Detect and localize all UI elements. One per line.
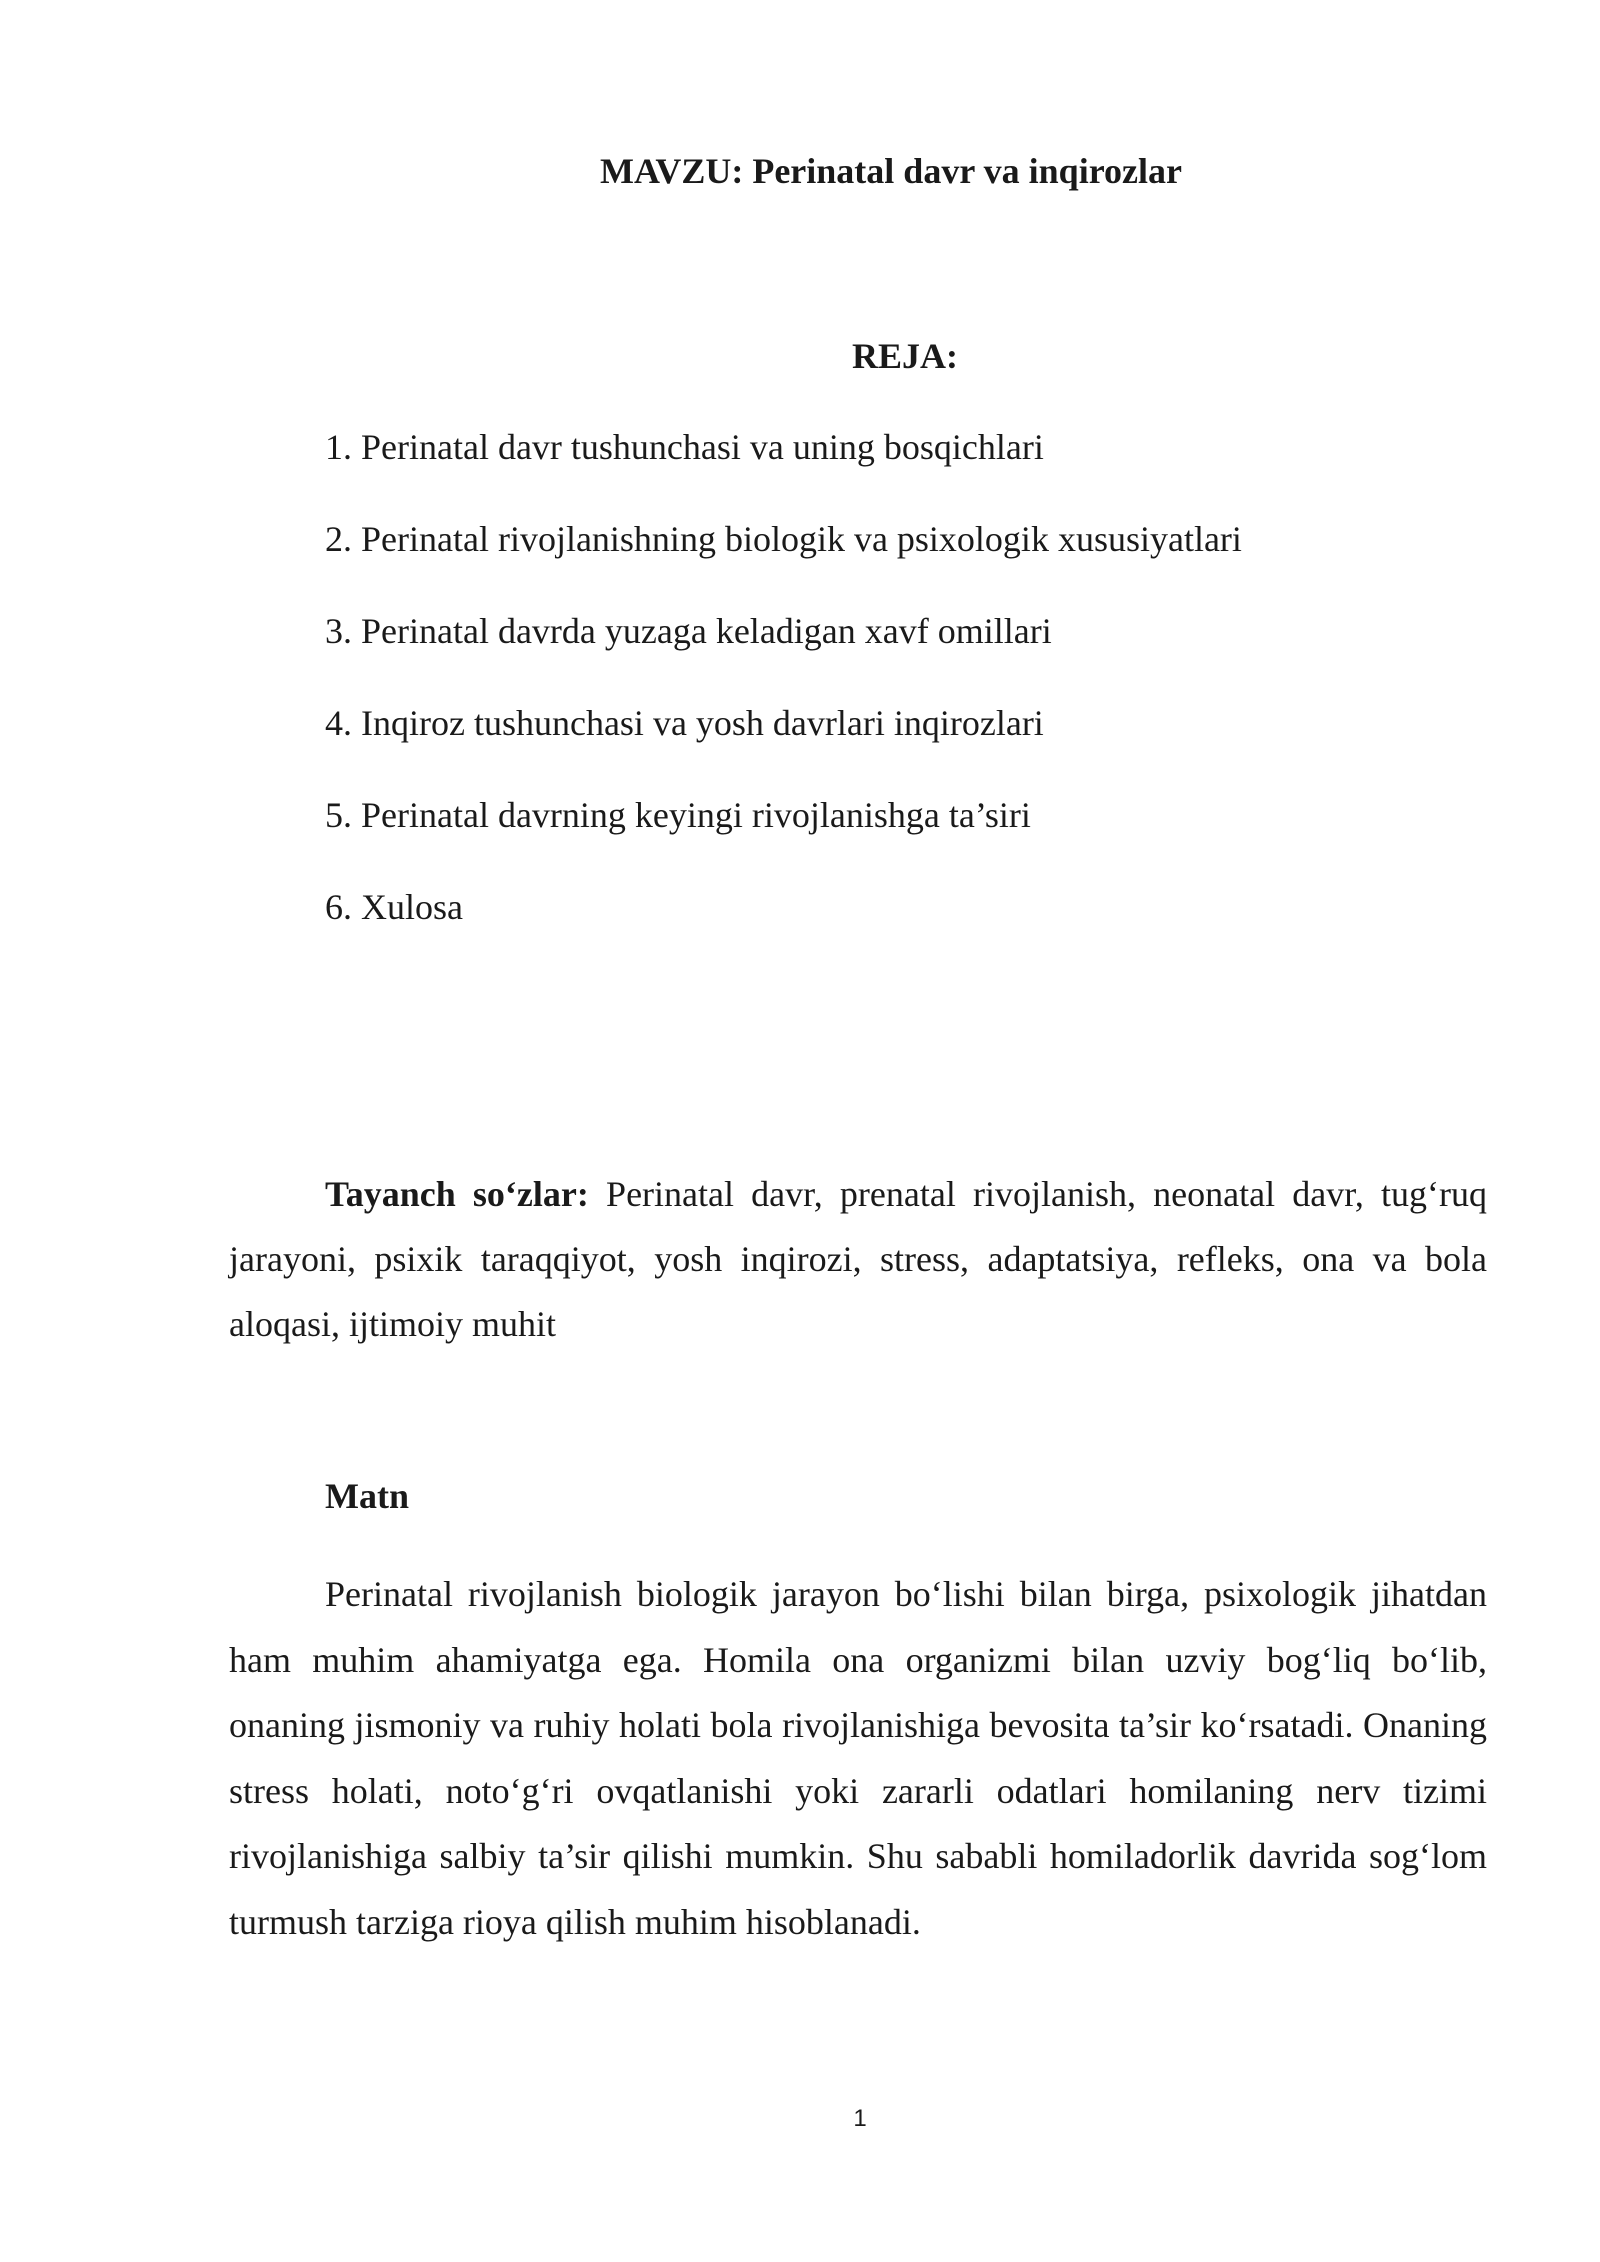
plan-item: 1. Perinatal davr tushunchasi va uning bosqichlari: [325, 427, 1044, 467]
plan-item: 3. Perinatal davrda yuzaga keladigan xavf omillari: [325, 611, 1052, 651]
plan-item: 2. Perinatal rivojlanishning biologik va psixologik xususiyatlari: [325, 519, 1242, 559]
section-heading: Matn: [325, 1476, 409, 1516]
document-title: MAVZU: Perinatal davr va inqirozlar: [600, 151, 1182, 191]
keywords-text: Perinatal davr, prenatal rivojlanish, neonatal davr, tug‘ruq jarayoni, psixik taraqqiyot, yosh inqirozi, stress, adaptatsiya, refleks, ona va bola aloqasi, ijtimoiy muhit: [229, 1174, 1487, 1344]
keywords-paragraph: [229, 1162, 1487, 1357]
page-number: 1: [853, 2105, 867, 2132]
plan-list: [325, 425, 1242, 977]
plan-item: 4. Inqiroz tushunchasi va yosh davrlari inqirozlari: [325, 703, 1044, 743]
plan-item: 5. Perinatal davrning keyingi rivojlanishga ta’siri: [325, 795, 1031, 835]
keywords-label: Tayanch so‘zlar:: [325, 1174, 589, 1214]
body-paragraph: Perinatal rivojlanish biologik jarayon bo‘lishi bilan birga, psixologik jihatdan ham muhim ahamiyatga ega. Homila ona organizmi bilan uzviy bog‘liq bo‘lib, onaning jismoniy va ruhiy holati bola rivojlanishiga bevosita ta’sir ko‘rsatadi. Onaning stress holati, noto‘g‘ri ovqatlanishi yoki zararli odatlari homilaning nerv tizimi rivojlanishiga salbiy ta’sir qilishi mumkin. Shu sababli homiladorlik davrida sog‘lom turmush tarziga rioya qilish muhim hisoblanadi.: [229, 1574, 1487, 1942]
plan-heading: REJA:: [852, 336, 958, 376]
plan-item: 6. Xulosa: [325, 887, 463, 927]
